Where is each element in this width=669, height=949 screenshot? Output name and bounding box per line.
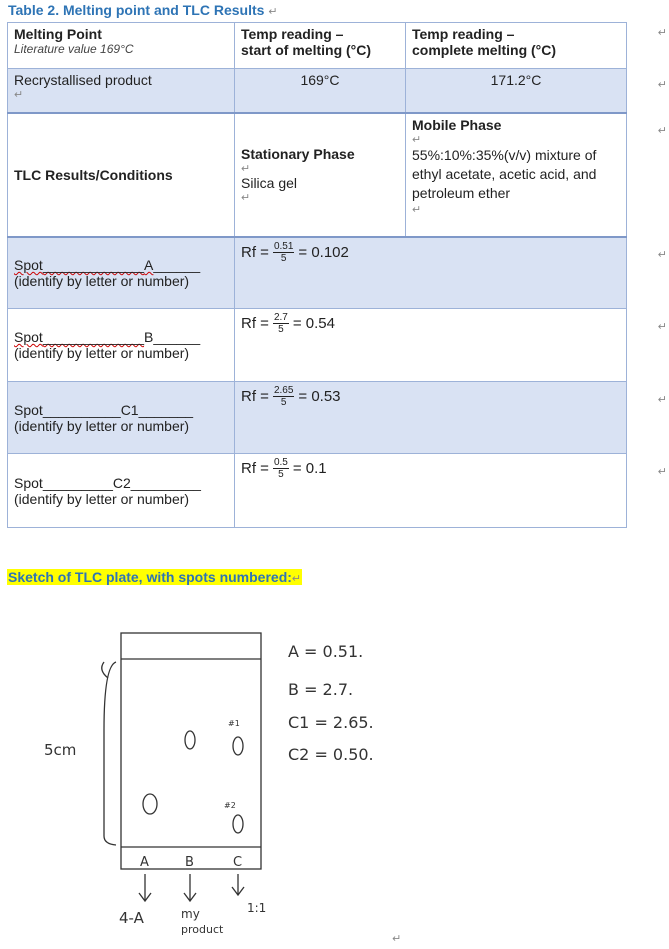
- mobile-phase-cell: Mobile Phase ↵ 55%:10%:35%(v/v) mixture of ethyl acetate, acetic acid, and petroleum ether ↵: [406, 113, 627, 237]
- note-c1: C1 = 2.65.: [288, 713, 374, 732]
- lane-b-label: B: [185, 855, 194, 870]
- header-complete-melting: Temp reading – complete melting (°C): [406, 23, 627, 69]
- spot-c2-rf: Rf = $\frac{0.5}{5}$ = 0.1: [235, 454, 627, 528]
- spot-c1-label: Spot__________C1_______ (identify by letter or number): [8, 382, 235, 454]
- paragraph-mark: ↵: [392, 932, 402, 945]
- tlc-conditions-row: [8, 113, 627, 237]
- below-c-label: 1:1: [247, 901, 267, 915]
- recrystallised-complete: 171.2°C: [406, 69, 627, 113]
- spot-c1-mark: [233, 737, 243, 755]
- recrystallised-row: [8, 69, 627, 113]
- header-start-melting: Temp reading – start of melting (°C): [235, 23, 406, 69]
- spot-b-rf: Rf = $\frac{2.7}{5}$ = 0.54: [235, 309, 627, 382]
- spot-a-rf: Rf = $\frac{0.51}{5}$ = 0.102: [235, 237, 627, 309]
- below-b-label-1: my: [181, 907, 200, 921]
- spot-row-c2: [8, 454, 627, 528]
- spot-row-c1: [8, 382, 627, 454]
- recrystallised-label: Recrystallised product ↵: [8, 69, 235, 113]
- spot-a-label: Spot_____________A______ (identify by letter or number): [8, 237, 235, 309]
- paragraph-mark: ↵: [657, 79, 667, 91]
- paragraph-mark: ↵: [657, 321, 667, 333]
- results-table: [7, 22, 627, 528]
- length-brace: [104, 662, 116, 845]
- paragraph-mark: ↵: [657, 27, 667, 39]
- spot-mark-1: #1: [228, 719, 240, 728]
- paragraph-mark: ↵: [657, 394, 667, 406]
- brace-hook: [102, 662, 108, 678]
- below-a-label: 4-A: [119, 909, 144, 927]
- note-a: A = 0.51.: [288, 642, 364, 661]
- recrystallised-start: 169°C: [235, 69, 406, 113]
- spot-row-b: [8, 309, 627, 382]
- spot-b-mark: [185, 731, 195, 749]
- paragraph-mark: ↵: [657, 249, 667, 261]
- length-label: 5cm: [44, 741, 77, 759]
- header-melting-point: Melting Point Literature value 169°C: [8, 23, 235, 69]
- note-c2: C2 = 0.50.: [288, 745, 374, 764]
- spot-a-mark: [143, 794, 157, 814]
- plate-outline: [121, 633, 261, 869]
- lane-a-label: A: [140, 855, 149, 870]
- lane-c-label: C: [233, 855, 243, 870]
- spot-b-label: Spot_____________B______ (identify by letter or number): [8, 309, 235, 382]
- paragraph-mark: ↵: [657, 466, 667, 478]
- spot-c1-rf: Rf = $\frac{2.65}{5}$ = 0.53: [235, 382, 627, 454]
- sketch-heading: Sketch of TLC plate, with spots numbered:↵: [8, 569, 302, 585]
- paragraph-mark: ↵: [657, 125, 667, 137]
- spot-row-a: [8, 237, 627, 309]
- header-row: [8, 23, 627, 69]
- tlc-label: TLC Results/Conditions: [8, 113, 235, 237]
- spot-c2-mark: [233, 815, 243, 833]
- stationary-phase-cell: Stationary Phase ↵ Silica gel ↵: [235, 113, 406, 237]
- note-b: B = 2.7.: [288, 680, 354, 699]
- spot-mark-2: #2: [224, 801, 236, 810]
- spot-c2-label: Spot_________C2_________ (identify by letter or number): [8, 454, 235, 528]
- table-title: Table 2. Melting point and TLC Results ↵: [8, 2, 278, 18]
- below-b-label-2: product: [181, 923, 224, 936]
- tlc-plate-sketch: [0, 600, 669, 949]
